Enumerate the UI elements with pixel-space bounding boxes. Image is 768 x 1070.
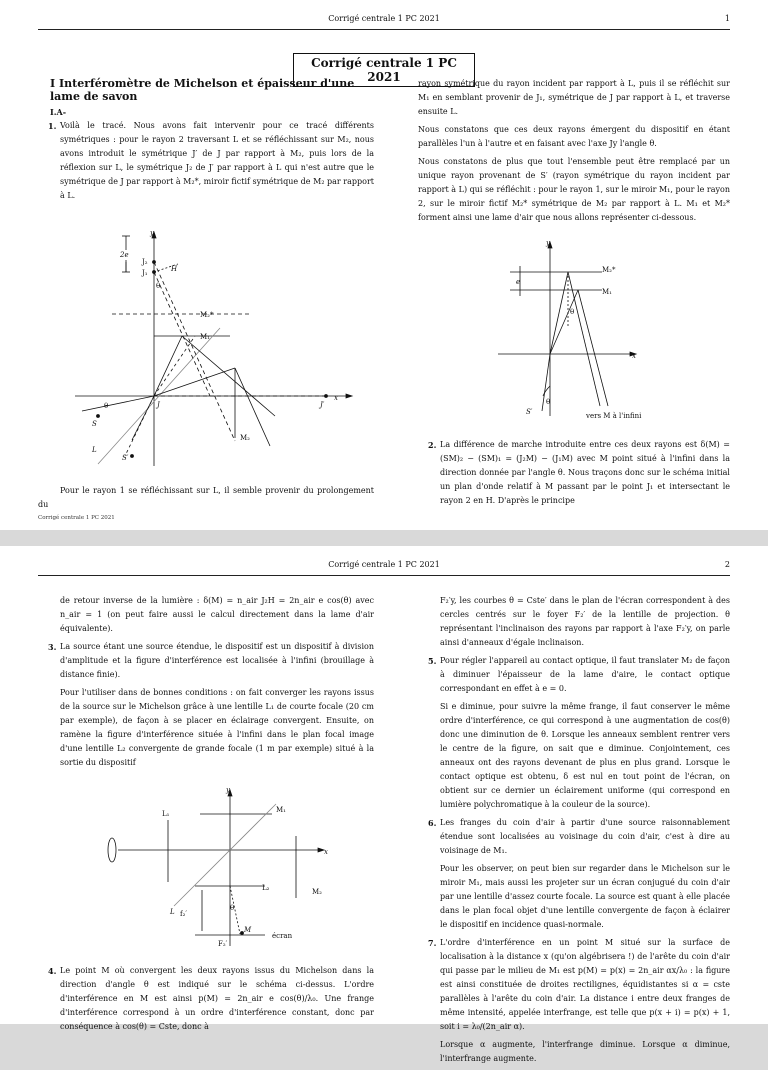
fig1-label-j: J	[157, 401, 160, 409]
figure-setup-lenses	[100, 786, 340, 956]
fig3-label-m2: M₂	[312, 888, 322, 896]
fig3-label-f2-focus: F₂′	[218, 940, 228, 948]
fig3-label-y: y	[226, 786, 230, 794]
fig1-label-y: y	[150, 229, 154, 237]
page2-right-column	[418, 594, 730, 1070]
fig2-label-x: x	[632, 352, 636, 360]
fig3-label-l1: L₁	[162, 810, 170, 818]
fig1-label-sp: S′	[122, 454, 129, 462]
fig3-label-f2: f₂′	[180, 910, 187, 918]
fig1-label-j2: J₂	[142, 258, 148, 266]
fig2-label-e: e	[516, 278, 521, 286]
question-6: 6. Les franges du coin d'air à partir d'une source raisonnablement étendue sont localisées au voisinage du coin d'air, c'est à dire au voisinage de M₁. Pour les observer, on peut bien sur regarder dans le Michelson sur le miroir M₁, mais aussi les projeter sur un écran conjugué du coin d'air par une lentille d'assez courte focale. La source est quant à elle placée dans le plan focal objet d'une lentille convergente de façon à éclairer le dispositif en incidence quasi-normale.	[440, 816, 730, 932]
question-1: 1. Voilà le tracé. Nous avons fait intervenir pour ce tracé différents symétriques : pour le rayon 2 traversant L et se réfléchissant sur M₂, nous avons introduit le symétrique J′ de J par rapport à M₂, puis lors de la réflexion sur L, le symétrique J₂ de J′ par rapport à L qui n'est autre que le symétrique de J par rapport à M₂*, miroir fictif symétrique de M₂ par rapport à L.	[60, 119, 374, 203]
q5-paragraph-1: Pour régler l'appareil au contact optique, il faut translater M₂ de façon à diminuer l'épaisseur de la lame d'aire, le contact optique correspondant en effet à e = 0.	[440, 656, 730, 693]
footer: Corrigé centrale 1 PC 2021	[38, 515, 115, 521]
figure-air-layer	[490, 236, 690, 426]
page1-left-tail	[38, 484, 374, 516]
fig2-label-m2s: M₂*	[602, 266, 616, 274]
q6-paragraph-1: Les franges du coin d'air à partir d'une source raisonnablement étendue sont localisées au voisinage du coin d'air, c'est à dire au voisinage de M₁.	[440, 818, 730, 855]
question-2: 2. La différence de marche introduite entre ces deux rayons est δ(M) = (SM)₂ − (SM)₁ = (J₂M) − (J₁M) avec M point situé à l'infini dans la direction donnée par l'angle θ. Nous traçons donc sur le schéma initial un plan d'onde relatif à M passant par le point J₁ et intersectant le rayon 2 en H. D'après le principe	[440, 438, 730, 508]
document-title: Corrigé centrale 1 PC 2021	[293, 53, 475, 87]
running-head: Corrigé centrale 1 PC 2021 2	[328, 560, 730, 569]
question-5: 5. Pour régler l'appareil au contact optique, il faut translater M₂ de façon à diminuer l'épaisseur de la lame d'aire, le contact optique correspondant en effet à e = 0. Si e diminue, pour suivre la même frange, il faut conserver le même ordre d'interférence, ce qui correspond à une augmentation de cos(θ) donc une diminution de θ. Lorsque les anneaux semblent rentrer vers le centre de la figure, on sait que e diminue. Conjointement, ces anneaux ont des rayons devenant de plus en plus grand. Lorsque le contact optique est obtenu, δ est nul en tout point de l'écran, on obtient sur ce dernier un éclairement uniforme (qui correspond en lumière polychromatique à la couleur de la source).	[440, 654, 730, 812]
fig1-label-theta-top: θ	[156, 282, 161, 290]
fig1-label-s: S	[92, 420, 97, 428]
fig2-label-sp: S′	[526, 408, 533, 416]
figure-michelson-rays	[70, 226, 360, 474]
fig2-label-vers: vers M à l'infini	[586, 412, 642, 420]
q3-paragraph-1: La source étant une source étendue, le dispositif est un dispositif à division d'amplitude et la figure d'interférence est localisée à l'infini (brouillage à distance finie).	[60, 642, 374, 679]
section-title: I Interféromètre de Michelson et épaisseur d'une lame de savon	[50, 77, 355, 103]
p2-c2-paragraph-1: F₂′y, les courbes θ = Cste′ dans le plan de l'écran correspondent à des cercles centrés sur le foyer F₂′ de la lentille de projection. θ représentant l'inclinaison des rayons par rapport à l'axe F₂′y, on parle ainsi d'anneaux d'égale inclinaison.	[440, 596, 730, 647]
page1-right-column	[418, 77, 730, 229]
fig1-label-l: L	[92, 446, 97, 454]
question-3: 3. La source étant une source étendue, le dispositif est un dispositif à division d'amplitude et la figure d'interférence est localisée à l'infini (brouillage à distance finie). Pour l'utiliser dans de bonnes conditions : on fait converger les rayons issus de la source sur le Michelson grâce à une lentille L₁ de courte focale (20 cm par exemple), de façon à se placer en éclairage convergent. Ensuite, on ramène la figure d'interférence située à l'infini dans le plan focal image d'une lentille L₂ convergente de grande focale (1 m par exemple) situé à la sortie du dispositif	[60, 640, 374, 770]
q7-paragraph-1: L'ordre d'interférence en un point M situé sur la surface de localisation à la distance x (qu'on algébrisera !) de l'arête du coin d'air qui passe par le milieu de M₁ est p(M) = p(x) = 2n_air αx/λ₀ : la figure est ainsi constituée de droites rectilignes, équidistantes si α = cste parallèles à l'arête du coin d'air. La distance i entre deux franges de même intensité, appelée interfrange, est telle que p(x + i) = p(x) + 1, soit i = λ₀/(2n_air α).	[440, 938, 730, 1031]
fig3-label-m: M	[244, 926, 252, 934]
c2-paragraph-3: Nous constatons de plus que tout l'ensemble peut être remplacé par un unique rayon provenant de S′ (rayon symétrique du rayon incident par rapport à L) qui se réfléchit : pour le rayon 1, sur le miroir M₁, pour le rayon 2, sur le miroir fictif M₂* symétrique de M₂ par rapport à L. M₁ et M₂* forment ainsi une lame d'air que nous allons représenter ci-dessous.	[418, 157, 730, 222]
fig1-label-j1: J₁	[142, 269, 148, 277]
running-head: Corrigé centrale 1 PC 2021 1	[328, 14, 730, 23]
question-7: 7. L'ordre d'interférence en un point M situé sur la surface de localisation à la distance x (qu'on algébrisera !) de l'arête du coin d'air qui passe par le milieu de M₁ est p(M) = p(x) = 2n_air αx/λ₀ : la figure est ainsi constituée de droites rectilignes, équidistantes si α = cste parallèles à l'arête du coin d'air. La distance i entre deux franges de même intensité, appelée interfrange, est telle que p(x + i) = p(x) + 1, soit i = λ₀/(2n_air α). Lorsque α augmente, l'interfrange diminue. Lorsque α diminue, l'interfrange augmente.	[440, 936, 730, 1066]
fig3-label-ecran: écran	[272, 932, 293, 940]
subsection-label: I.A-	[50, 107, 67, 117]
fig1-label-m1: M₁	[200, 333, 210, 341]
fig2-label-theta-top: θ	[570, 308, 575, 316]
fig2-label-y: y	[546, 239, 550, 247]
q5-paragraph-2: Si e diminue, pour suivre la même frange, il faut conserver le même ordre d'interférence, ce qui correspond à une augmentation de cos(θ) donc une diminution de θ. Lorsque les anneaux semblent rentrer vers le centre de la figure, on sait que e diminue. Conjointement, ces anneaux ont des rayons devenant de plus en plus grand. Lorsque le contact optique est obtenu, δ est nul en tout point de l'écran, on obtient sur ce dernier un éclairement uniforme (qui correspond en lumière polychromatique à la couleur de la source).	[440, 702, 730, 809]
q6-paragraph-2: Pour les observer, on peut bien sur regarder dans le Michelson sur le miroir M₁, mais aussi les projeter sur un écran conjugué du coin d'air par une lentille d'assez courte focale. La source est quant à elle placée dans le plan focal objet d'une lentille convergente de façon à éclairer le dispositif en incidence quasi-normale.	[440, 864, 730, 929]
page1-left-column	[38, 77, 374, 207]
p2-c1-paragraph-1: de retour inverse de la lumière : δ(M) = n_air J₂H = 2n_air e cos(θ) avec n_air = 1 (on peut faire aussi le calcul directement dans la lame d'air équivalente).	[60, 596, 374, 633]
q4-text: Le point M où convergent les deux rayons issus du Michelson dans la direction d'angle θ est indiqué sur le schéma ci-dessus. L'ordre d'interférence en M est ainsi p(M) = 2n_air e cos(θ)/λ₀. Une frange d'interférence correspond à un ordre d'interférence constant, donc par conséquence à cos(θ) = Cste, donc à	[60, 966, 374, 1031]
q1-text: Voilà le tracé. Nous avons fait intervenir pour ce tracé différents symétriques : pour le rayon 2 traversant L et se réfléchissant sur M₂, nous avons introduit le symétrique J′ de J par rapport à M₂, puis lors de la réflexion sur L, le symétrique J₂ de J′ par rapport à L qui n'est autre que le symétrique de J par rapport à M₂*, miroir fictif symétrique de M₂ par rapport à L.	[60, 121, 374, 200]
q3-paragraph-2: Pour l'utiliser dans de bonnes conditions : on fait converger les rayons issus de la source sur le Michelson grâce à une lentille L₁ de courte focale (20 cm par exemple), de façon à se placer en éclairage convergent. Ensuite, on ramène la figure d'interférence située à l'infini dans le plan focal image d'une lentille L₂ convergente de grande focale (1 m par exemple) situé à la sortie du dispositif	[60, 688, 374, 767]
header-rule	[38, 575, 730, 576]
c2-paragraph-1: rayon symétrique du rayon incident par rapport à L, puis il se réfléchit sur M₁ en semblant provenir de J₁, symétrique de J par rapport à L, et traverse ensuite L.	[418, 79, 730, 116]
after-figure-text: Pour le rayon 1 se réfléchissant sur L, il semble provenir du prolongement du	[38, 486, 374, 509]
fig1-label-2e: 2e	[120, 251, 129, 259]
q7-paragraph-2: Lorsque α augmente, l'interfrange diminue. Lorsque α diminue, l'interfrange augmente.	[440, 1040, 730, 1063]
page-number: 1	[724, 14, 730, 23]
fig1-label-jp: J′	[320, 401, 325, 409]
fig3-label-m1: M₁	[276, 806, 286, 814]
fig3-label-l: L	[170, 908, 175, 916]
fig1-label-theta-bottom: θ	[104, 402, 109, 410]
page-1	[0, 0, 768, 530]
fig3-label-x: x	[324, 848, 328, 856]
c2-paragraph-2: Nous constatons que ces deux rayons émergent du dispositif en étant parallèles l'un à l'autre et en faisant avec l'axe Jy l'angle θ.	[418, 125, 730, 148]
fig1-label-m2: M₂	[240, 434, 250, 442]
fig3-label-theta: θ	[230, 904, 235, 912]
q2-text: La différence de marche introduite entre ces deux rayons est δ(M) = (SM)₂ − (SM)₁ = (J₂M) − (J₁M) avec M point situé à l'infini dans la direction donnée par l'angle θ. Nous traçons donc sur le schéma initial un plan d'onde relatif à M passant par le point J₁ et intersectant le rayon 2 en H. D'après le principe	[440, 440, 730, 505]
page-2	[0, 546, 768, 1063]
page1-right-tail	[418, 438, 730, 512]
page-number: 2	[724, 560, 730, 569]
question-4: 4. Le point M où convergent les deux rayons issus du Michelson dans la direction d'angle θ est indiqué sur le schéma ci-dessus. L'ordre d'interférence en M est ainsi p(M) = 2n_air e cos(θ)/λ₀. Une frange d'interférence correspond à un ordre d'interférence constant, donc par conséquence à cos(θ) = Cste, donc à	[60, 964, 374, 1034]
header-rule	[38, 29, 730, 30]
fig3-label-l2: L₂	[262, 884, 270, 892]
page2-left-column	[38, 594, 374, 774]
fig1-label-h: H	[171, 265, 178, 273]
page2-left-tail	[38, 964, 374, 1038]
fig2-label-m1: M₁	[602, 288, 612, 296]
fig1-label-x: x	[334, 394, 338, 402]
fig1-label-m2s: M₂*	[200, 311, 214, 319]
fig2-label-theta-bottom: θ	[546, 398, 551, 406]
